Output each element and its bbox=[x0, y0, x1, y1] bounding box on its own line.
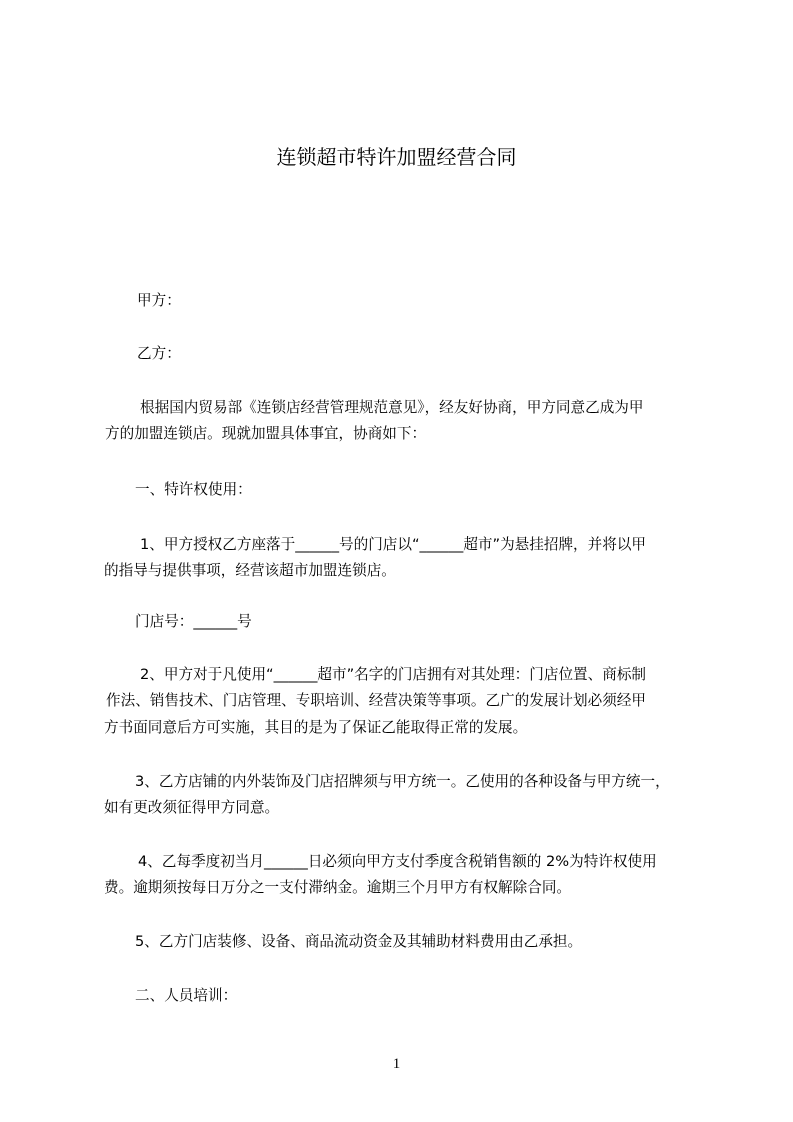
clause-4-line-1: 4、乙每季度初当月______日必须向甲方支付季度含税销售额的 2%为特许权使用 bbox=[138, 853, 657, 870]
clause-1-line-1: 1、甲方授权乙方座落于______号的门店以“______超市”为悬挂招牌，并将以甲 bbox=[140, 536, 647, 553]
clause-2-line-1: 2、甲方对于凡使用“______超市”名字的门店拥有对其处理：门店位置、商标制 bbox=[140, 666, 647, 683]
party-b-label: 乙方： bbox=[137, 345, 181, 362]
clause-1-line-2: 的指导与提供事项，经营该超市加盟连锁店。 bbox=[104, 562, 396, 579]
store-number-field: 门店号：______号 bbox=[135, 613, 252, 630]
intro-line-1: 根据国内贸易部《连锁店经营管理规范意见》，经友好协商，甲方同意乙成为甲 bbox=[140, 399, 644, 416]
clause-3-line-1: 3、乙方店铺的内外装饰及门店招牌须与甲方统一。乙使用的各种设备与甲方统一， bbox=[135, 773, 670, 790]
clause-3-line-2: 如有更改须征得甲方同意。 bbox=[104, 799, 280, 816]
party-a-label: 甲方： bbox=[137, 292, 181, 309]
section-2-heading: 二、人员培训： bbox=[135, 987, 238, 1004]
clause-2-line-2: 作法、销售技术、门店管理、专职培训、经营决策等事项。乙广的发展计划必须经甲 bbox=[106, 692, 646, 709]
page-number: 1 bbox=[392, 1056, 401, 1072]
document-title: 连锁超市特许加盟经营合同 bbox=[276, 145, 517, 169]
section-1-heading: 一、特许权使用： bbox=[135, 481, 252, 498]
intro-line-2: 方的加盟连锁店。现就加盟具体事宜，协商如下： bbox=[105, 425, 427, 442]
clause-5: 5、乙方门店装修、设备、商品流动资金及其辅助材料费用由乙承担。 bbox=[135, 933, 583, 950]
clause-2-line-3: 方书面同意后方可实施，其目的是为了保证乙能取得正常的发展。 bbox=[104, 719, 528, 736]
clause-4-line-2: 费。逾期须按每日万分之一支付滞纳金。逾期三个月甲方有权解除合同。 bbox=[104, 879, 572, 896]
